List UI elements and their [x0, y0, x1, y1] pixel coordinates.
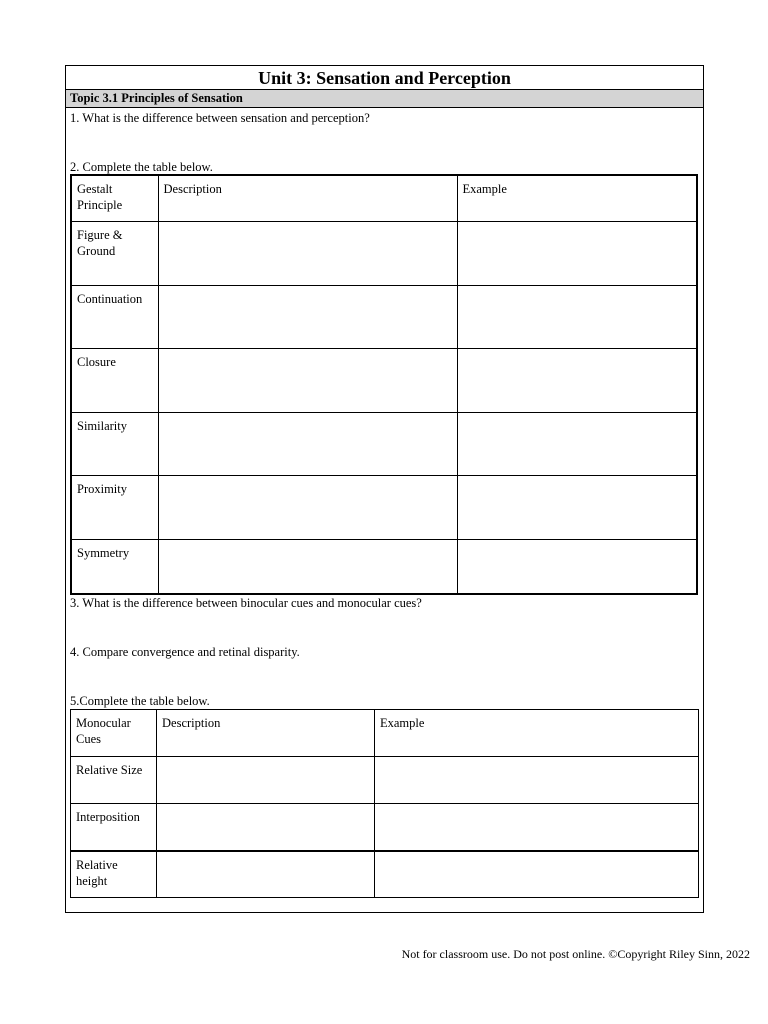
- question-3: 3. What is the difference between binocular cues and monocular cues?: [70, 596, 422, 610]
- table-row: [71, 348, 697, 412]
- table-header-row: [71, 175, 697, 221]
- row-label: Figure & Ground: [71, 221, 158, 285]
- answer-cell[interactable]: [157, 851, 375, 898]
- answer-cell[interactable]: [157, 804, 375, 851]
- answer-cell[interactable]: [457, 539, 697, 594]
- answer-cell[interactable]: [375, 851, 699, 898]
- header-cell: Description: [157, 710, 375, 757]
- copyright-footer: Not for classroom use. Do not post online. ©Copyright Riley Sinn, 2022: [401, 947, 750, 961]
- header-cell: Example: [457, 175, 697, 221]
- answer-cell[interactable]: [457, 475, 697, 539]
- table-row: [71, 412, 697, 475]
- answer-cell[interactable]: [157, 757, 375, 804]
- table-row: [71, 851, 699, 898]
- worksheet-frame: [65, 65, 704, 913]
- row-label: Similarity: [71, 412, 158, 475]
- answer-cell[interactable]: [158, 539, 457, 594]
- answer-cell[interactable]: [158, 348, 457, 412]
- answer-cell[interactable]: [375, 804, 699, 851]
- row-label: Relative Size: [71, 757, 157, 804]
- monocular-cues-table: [70, 709, 699, 898]
- answer-cell[interactable]: [457, 285, 697, 348]
- header-cell: Monocular Cues: [71, 710, 157, 757]
- question-1: 1. What is the difference between sensation and perception?: [70, 111, 370, 125]
- answer-cell[interactable]: [457, 348, 697, 412]
- answer-cell[interactable]: [457, 221, 697, 285]
- header-cell: Example: [375, 710, 699, 757]
- row-label: Proximity: [71, 475, 158, 539]
- worksheet-title: Unit 3: Sensation and Perception: [66, 66, 703, 90]
- table-row: [71, 475, 697, 539]
- question-2: 2. Complete the table below.: [70, 160, 213, 174]
- answer-cell[interactable]: [457, 412, 697, 475]
- answer-cell[interactable]: [158, 412, 457, 475]
- header-cell: Description: [158, 175, 457, 221]
- topic-header: Topic 3.1 Principles of Sensation: [66, 90, 703, 108]
- row-label: Relative height: [71, 851, 157, 898]
- row-label: Continuation: [71, 285, 158, 348]
- table-row: [71, 285, 697, 348]
- table-row: [71, 221, 697, 285]
- row-label: Closure: [71, 348, 158, 412]
- answer-cell[interactable]: [158, 475, 457, 539]
- table-row: [71, 757, 699, 804]
- table-row: [71, 539, 697, 594]
- table-header-row: [71, 710, 699, 757]
- question-4: 4. Compare convergence and retinal disparity.: [70, 645, 300, 659]
- row-label: Interposition: [71, 804, 157, 851]
- question-5: 5.Complete the table below.: [70, 694, 210, 708]
- answer-cell[interactable]: [158, 221, 457, 285]
- header-cell: Gestalt Principle: [71, 175, 158, 221]
- gestalt-table: [70, 174, 698, 595]
- answer-cell[interactable]: [158, 285, 457, 348]
- row-label: Symmetry: [71, 539, 158, 594]
- table-row: [71, 804, 699, 851]
- answer-cell[interactable]: [375, 757, 699, 804]
